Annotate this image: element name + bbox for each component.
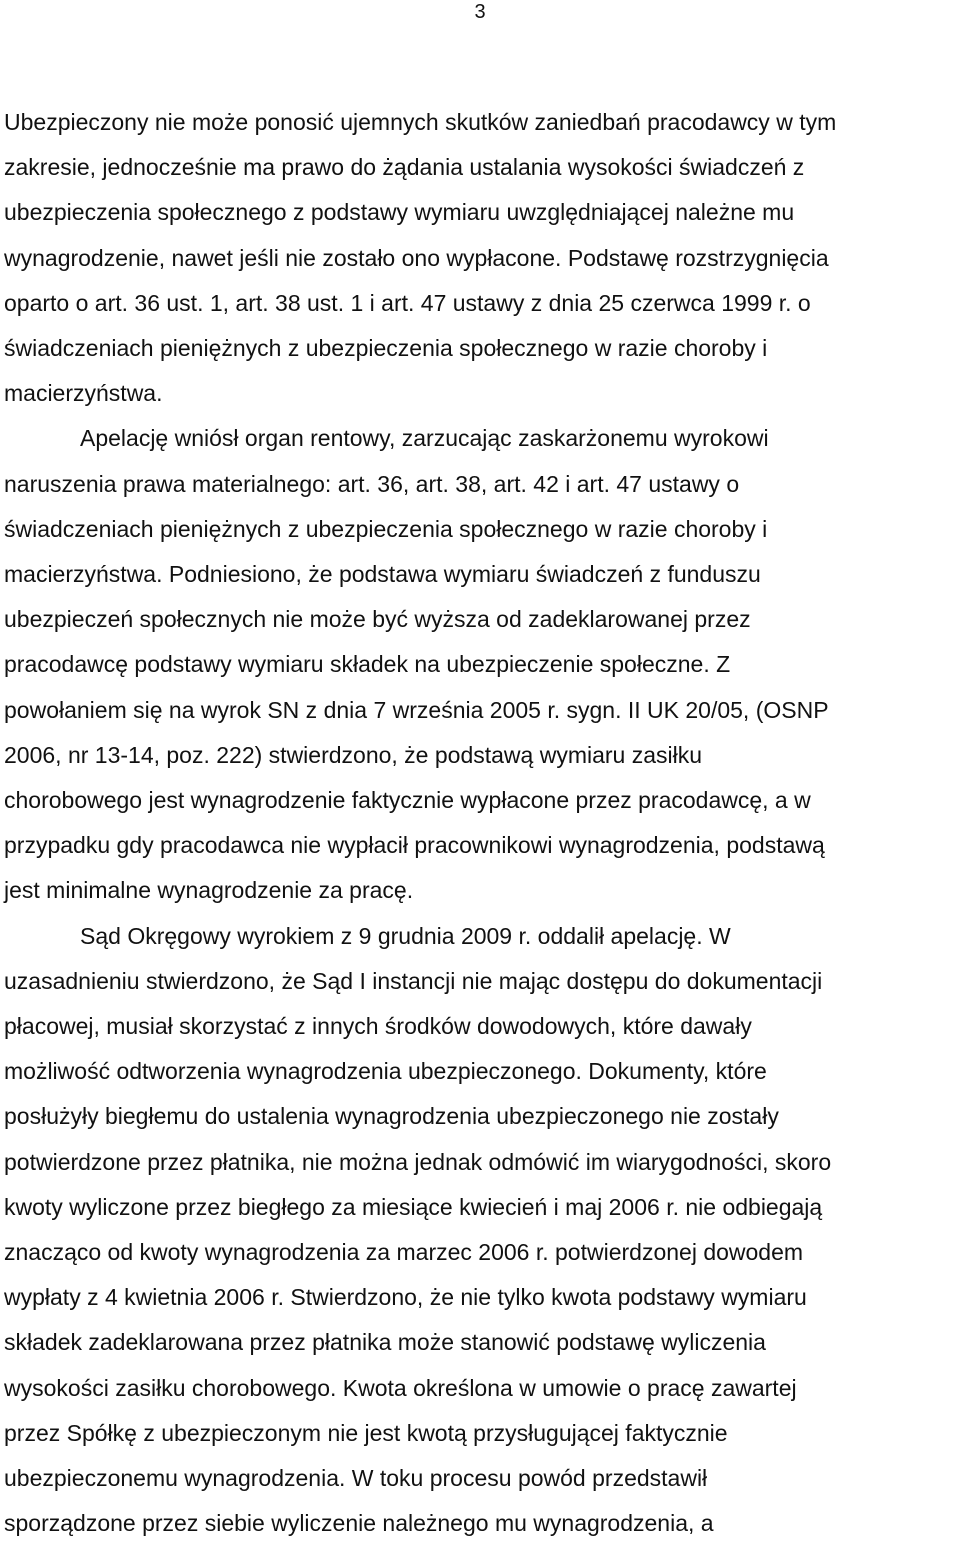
text-line: ubezpieczenia społecznego z podstawy wymiaru uwzględniającej należne mu bbox=[4, 199, 795, 226]
text-line: ubezpieczonemu wynagrodzenia. W toku procesu powód przedstawił bbox=[4, 1465, 708, 1492]
text-line: składek zadeklarowana przez płatnika może stanowić podstawę wyliczenia bbox=[4, 1329, 766, 1356]
text-line: wynagrodzenie, nawet jeśli nie zostało ono wypłacone. Podstawę rozstrzygnięcia bbox=[4, 244, 829, 271]
text-line: wypłaty z 4 kwietnia 2006 r. Stwierdzono, że nie tylko kwota podstawy wymiaru bbox=[4, 1284, 807, 1311]
text-line: Sąd Okręgowy wyrokiem z 9 grudnia 2009 r. oddalił apelację. W bbox=[80, 922, 731, 949]
text-line: Ubezpieczony nie może ponosić ujemnych skutków zaniedbań pracodawcy w tym bbox=[4, 109, 837, 135]
text-line: naruszenia prawa materialnego: art. 36, art. 38, art. 42 i art. 47 ustawy o bbox=[4, 470, 740, 497]
text-line: przypadku gdy pracodawca nie wypłacił pracownikowi wynagrodzenia, podstawą bbox=[4, 832, 825, 859]
text-line: wysokości zasiłku chorobowego. Kwota określona w umowie o pracę zawartej bbox=[4, 1374, 797, 1401]
document-body bbox=[4, 100, 956, 1547]
text-line: ubezpieczeń społecznych nie może być wyższa od zadeklarowanej przez bbox=[4, 606, 751, 633]
text-line: pracodawcę podstawy wymiaru składek na ubezpieczenie społeczne. Z bbox=[4, 651, 731, 678]
text-line: płacowej, musiał skorzystać z innych środków dowodowych, które dawały bbox=[4, 1013, 752, 1040]
text-line: znacząco od kwoty wynagrodzenia za marzec 2006 r. potwierdzonej dowodem bbox=[4, 1239, 804, 1266]
text-line: 2006, nr 13-14, poz. 222) stwierdzono, że podstawą wymiaru zasiłku bbox=[4, 741, 703, 768]
text-line: uzasadnieniu stwierdzono, że Sąd I instancji nie mając dostępu do dokumentacji bbox=[4, 967, 823, 994]
text-line: kwoty wyliczone przez biegłego za miesiące kwiecień i maj 2006 r. nie odbiegają bbox=[4, 1193, 823, 1220]
text-line: potwierdzone przez płatnika, nie można jednak odmówić im wiarygodności, skoro bbox=[4, 1148, 832, 1175]
text-line: Apelację wniósł organ rentowy, zarzucając zaskarżonemu wyrokowi bbox=[80, 425, 769, 452]
text-line: powołaniem się na wyrok SN z dnia 7 września 2005 r. sygn. II UK 20/05, (OSNP bbox=[4, 696, 829, 723]
text-line: świadczeniach pieniężnych z ubezpieczenia społecznego w razie choroby i bbox=[4, 335, 768, 362]
text-line: zakresie, jednocześnie ma prawo do żądania ustalania wysokości świadczeń z bbox=[4, 154, 805, 181]
text-line: możliwość odtworzenia wynagrodzenia ubezpieczonego. Dokumenty, które bbox=[4, 1058, 767, 1085]
text-line: macierzyństwa. bbox=[4, 380, 163, 407]
text-line: przez Spółkę z ubezpieczonym nie jest kwotą przysługującej faktycznie bbox=[4, 1419, 728, 1446]
text-line: jest minimalne wynagrodzenie za pracę. bbox=[4, 877, 414, 904]
text-line: sporządzone przez siebie wyliczenie należnego mu wynagrodzenia, a bbox=[4, 1510, 714, 1537]
page-number: 3 bbox=[474, 1, 486, 23]
text-line: świadczeniach pieniężnych z ubezpieczenia społecznego w razie choroby i bbox=[4, 515, 768, 542]
text-line: posłużyły biegłemu do ustalenia wynagrodzenia ubezpieczonego nie zostały bbox=[4, 1103, 779, 1130]
text-line: chorobowego jest wynagrodzenie faktycznie wypłacone przez pracodawcę, a w bbox=[4, 787, 811, 814]
text-line: macierzyństwa. Podniesiono, że podstawa wymiaru świadczeń z funduszu bbox=[4, 561, 761, 588]
text-line: oparto o art. 36 ust. 1, art. 38 ust. 1 i art. 47 ustawy z dnia 25 czerwca 1999 r. o bbox=[4, 289, 811, 316]
